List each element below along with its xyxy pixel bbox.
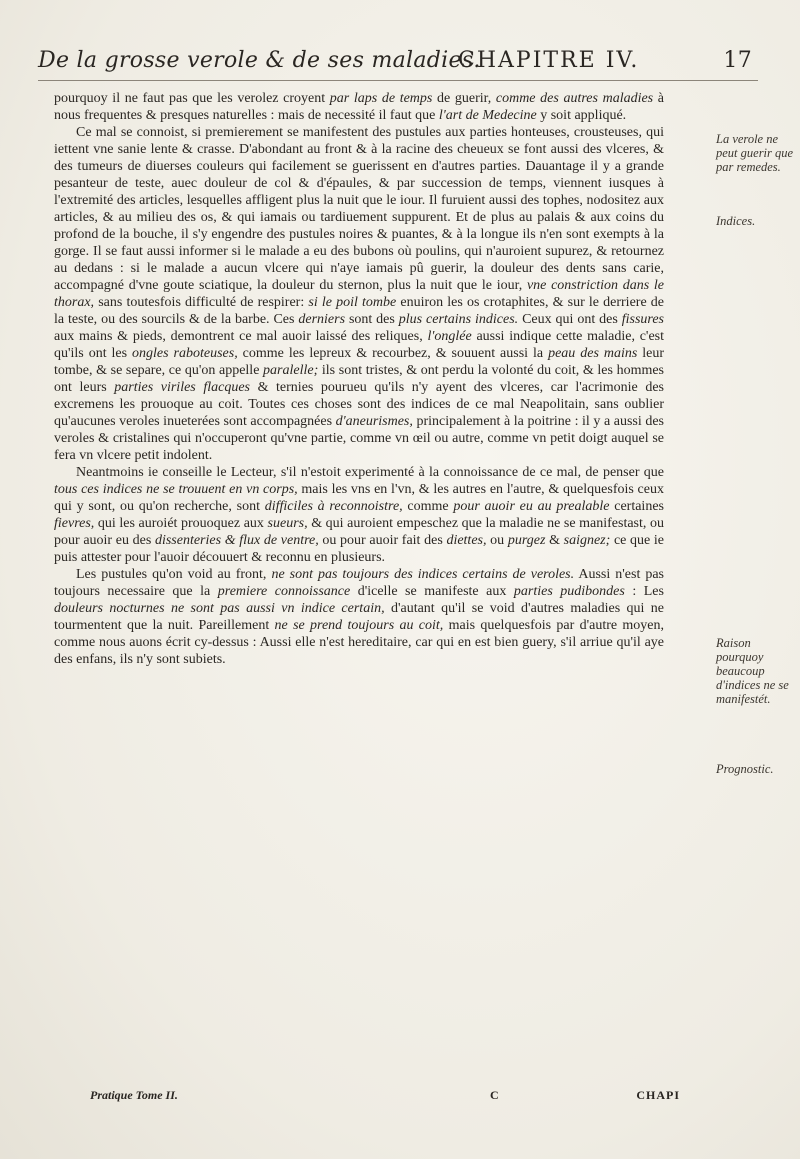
running-header	[38, 48, 758, 88]
text-run: qui les auroiét prouoquez aux	[94, 516, 268, 531]
footer-title: Pratique Tome II.	[90, 1088, 178, 1102]
text-run: ils sont tristes, & ont perdu la volonté du coit, & les hommes ont leurs	[54, 363, 665, 395]
page-number: 17	[723, 48, 752, 73]
italic-run: parties pudibondes	[513, 584, 625, 599]
italic-run: comme des autres maladies	[495, 91, 654, 106]
italic-run: dissenteries & flux de ventre,	[154, 533, 319, 548]
italic-run: purgez	[507, 533, 546, 548]
italic-run: l'art de Medecine	[438, 108, 537, 123]
text-run: comme	[402, 499, 454, 514]
paragraph	[54, 124, 664, 464]
text-run: aussi indique cette maladie, c'est qu'ils ont les	[54, 329, 664, 361]
italic-run: l'onglée	[427, 329, 472, 344]
margin-note: La verole ne peut guerir que par remedes.	[716, 132, 794, 174]
text-run: mais quelquesfois par d'autre moyen, comme nous auons écrit cy-dessus : Aussi elle n'est hereditaire, car qui en est bien guery, s'il arriue qu'il aye des enfans, ils n'y sont subiets.	[54, 618, 665, 667]
italic-run: d'aneurismes,	[335, 414, 413, 429]
text-run: & qui auroient empeschez que la maladie ne se manifestast, ou pour auoir eu des	[54, 516, 664, 548]
running-title: De la grosse verole & de ses maladies.	[38, 48, 481, 73]
margin-note: Indices.	[716, 214, 756, 228]
signature-mark: C	[490, 1088, 499, 1102]
text-run: &	[545, 533, 564, 548]
text-run: pourquoy il ne faut pas que les verolez croyent	[54, 91, 330, 106]
italic-run: pour auoir eu au prealable	[453, 499, 610, 514]
header-rule	[38, 80, 758, 81]
text-run: ou	[486, 533, 508, 548]
italic-run: diettes,	[446, 533, 487, 548]
italic-run: tous ces indices ne se trouuent en vn corps,	[54, 482, 298, 497]
text-run: Neantmoins ie conseille le Lecteur, s'il n'estoit experimenté à la connoissance de ce mal, de penser que	[76, 465, 664, 480]
italic-run: saignez;	[563, 533, 611, 548]
text-run: leur tombe, & se separe, ce qu'on appelle	[54, 346, 665, 378]
text-run: Ceux qui ont des	[518, 312, 622, 327]
text-run: à nous frequentes & presques naturelles : mais de necessité il faut que	[54, 91, 664, 123]
italic-run: fissures	[621, 312, 665, 327]
chapter-heading: CHAPITRE IV.	[458, 48, 640, 73]
text-run: y soit appliqué.	[536, 108, 627, 123]
text-run: ou pour auoir fait des	[318, 533, 447, 548]
italic-run: plus certains indices.	[398, 312, 519, 327]
italic-run: parties viriles flacques	[114, 380, 250, 395]
italic-run: par laps de temps	[329, 91, 433, 106]
text-run: enuiron les os crotaphites, & sur le derriere de la teste, ou des sourcils & de la barbe. Ces	[54, 295, 665, 327]
page-footer	[90, 1088, 710, 1112]
text-run: : Les	[624, 584, 664, 599]
paragraph	[54, 464, 664, 566]
text-run: sont des	[345, 312, 399, 327]
italic-run: derniers	[298, 312, 346, 327]
italic-run: douleurs nocturnes ne sont pas aussi vn indice certain,	[54, 601, 385, 616]
text-run: d'autant qu'il se void d'autres maladies qui ne tourmentent que la nuit. Pareillement	[54, 601, 664, 633]
text-run: ce que ie puis attester pour l'auoir découuert & reconnu en plusieurs.	[54, 533, 665, 565]
italic-run: ne sont pas toujours des indices certains de veroles.	[271, 567, 575, 582]
italic-run: fievres,	[54, 516, 95, 531]
text-run: comme les lepreux & recourbez, & souuent aussi la	[237, 346, 549, 361]
paragraph	[54, 566, 664, 668]
italic-run: sueurs,	[267, 516, 308, 531]
text-run: mais les vns en l'vn, & les autres en l'autre, & quelquesfois ceux qui y sont, ou qu'on recherche, sont	[54, 482, 664, 514]
text-run: Ce mal se connoist, si premierement se manifestent des pustules aux parties honteuses, crousteuses, qui iettent vne sanie lente & crasse. D'abondant au front & à la racine des cheueux se font aussi des vlceres, & des tumeurs de diuerses couleurs qui facilement se guerissent en d'autres parties. Dauantage il y a grande pesanteur de teste, auec douleur de col & d'épaules, & par succession de temps, viennent iusques à l'extremité des articles, lesquelles affligent plus la nuit que le iour. Il furuient aussi des tophes, nodositez aux articles, & au milieu des os, & qui iamais ou tardiuement suppurent. Et de plus au palais & aux coins du profond de la bouche, il s'y engendre des pustules noires & puantes, & à la longue ils n'en sont exempts à la gorge. Il se faut aussi informer si le malade a eu des bubons où poulins, qui n'auroient supurez, & retournez au dedans : si le malade a aucun vlcere qui n'aye iamais pû guerir, la douleur des dents sans carie, accompagné d'vne goute sciatique, la douleur du sternon, plus la nuit que le iour,	[54, 125, 664, 293]
italic-run: difficiles à reconnoistre,	[264, 499, 403, 514]
text-run: Aussi n'est pas toujours necessaire que la	[54, 567, 664, 599]
catchword: CHAPI	[636, 1088, 680, 1102]
text-run: sans toutesfois difficulté de respirer:	[94, 295, 309, 310]
text-run: de guerir,	[432, 91, 496, 106]
italic-run: paralelle;	[263, 363, 319, 378]
margin-note: Prognostic.	[716, 762, 774, 776]
body-text	[54, 90, 664, 668]
text-run: certaines	[609, 499, 664, 514]
italic-run: ongles raboteuses,	[132, 346, 238, 361]
italic-run: peau des mains	[548, 346, 638, 361]
text-run: Les pustules qu'on void au front,	[76, 567, 272, 582]
text-run: principalement à la poitrine : il y a aussi des veroles & cristalines qui n'occuperont qu'vne partie, comme vn œil ou autre, comme vn petit doigt auquel se fera vn vlcere petit indolent.	[54, 414, 664, 463]
margin-note: Raison pourquoy beaucoup d'indices ne se manifestét.	[716, 636, 789, 706]
text-run: aux mains & pieds, demontrent ce mal auoir laissé des reliques,	[54, 329, 428, 344]
italic-run: premiere connoissance	[217, 584, 351, 599]
italic-run: si le poil tombe	[308, 295, 397, 310]
text-run: d'icelle se manifeste aux	[350, 584, 514, 599]
italic-run: ne se prend toujours au coit,	[274, 618, 444, 633]
paragraph	[54, 90, 664, 124]
text-run: & ternies pourueu qu'ils n'y ayent des vlceres, car l'acrimonie des excremens les prouoque au coit. Toutes ces choses sont des indices de ce mal Neapolitain, sans oublier qu'aucunes veroles inueterées sont accompagnées	[54, 380, 664, 429]
italic-run: vne constriction dans le thorax,	[54, 278, 664, 310]
